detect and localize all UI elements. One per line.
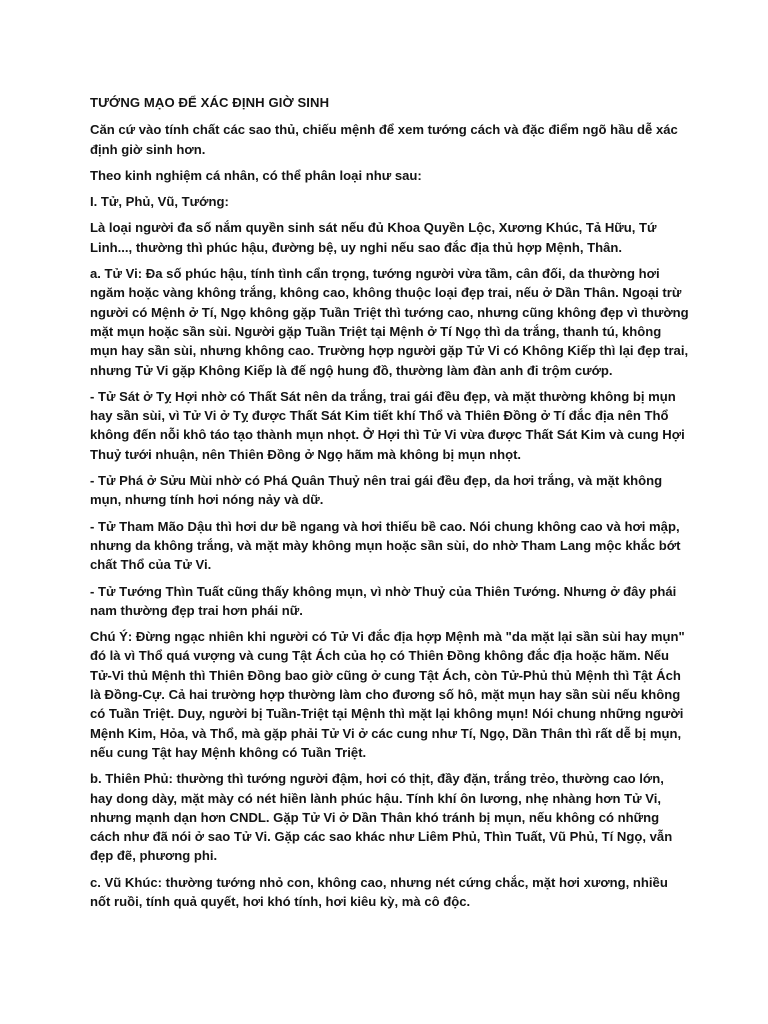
- section-heading-tu-phu-vu-tuong: I. Tử, Phủ, Vũ, Tướng:: [90, 194, 229, 210]
- document-title: TƯỚNG MẠO ĐỂ XÁC ĐỊNH GIỜ SINH: [90, 95, 330, 110]
- paragraph-chu-y: Chú Ý: Đừng ngạc nhiên khi người có Tử Vi đắc địa hợp Mệnh mà "da mặt lại sần sùi hay mụn" đó là vì Thổ quá vượng và cung Tật Ách của họ có Thiên Đồng không đắc địa hoặc hãm. Nếu Tử-Vi thủ Mệnh thì Thiên Đồng bao giờ cũng ở cung Tật Ách, còn Tử-Phủ thủ Mệnh thì Tật Ách là Đồng-Cự. Cả hai trường hợp thường làm cho đương số hô, mặt mụn hay sần sùi nếu không có Tuần Triệt. Duy, người bị Tuần-Triệt tại Mệnh thì mặt lại không mụn! Nói chung những người Mệnh Kim, Hỏa, và Thổ, mà gặp phải Tử Vi ở các cung như Tí, Ngọ, Dần Thân thì rất dễ bị mụn, nếu cung Tật hay Mệnh không có Tuần Triệt.: [90, 629, 685, 760]
- paragraph-intro: Căn cứ vào tính chất các sao thủ, chiếu mệnh để xem tướng cách và đặc điểm ngõ hầu dễ xác định giờ sinh hơn.: [90, 122, 678, 157]
- paragraph-classification: Theo kinh nghiệm cá nhân, có thể phân loại như sau:: [90, 167, 422, 183]
- paragraph-tu-tuong: - Tử Tướng Thìn Tuất cũng thấy không mụn, vì nhờ Thuỷ của Thiên Tướng. Nhưng ở đây phái nam thường đẹp trai hơn phái nữ.: [90, 583, 677, 618]
- paragraph-tu-tham: - Tử Tham Mão Dậu thì hơi dư bề ngang và hơi thiếu bề cao. Nói chung không cao và hơi mập, nhưng da không trắng, và mặt mày không mụn hoặc sần sùi, do nhờ Tham Lang mộc khắc bớt chất Thổ của Tử Vi.: [90, 518, 681, 573]
- paragraph-section-intro: Là loại người đa số nắm quyền sinh sát nếu đủ Khoa Quyền Lộc, Xương Khúc, Tả Hữu, Tứ Linh..., thường thì phúc hậu, đường bệ, uy nghi nếu sao đắc địa thủ hợp Mệnh, Thân.: [90, 220, 657, 255]
- paragraph-tu-vi: a. Tử Vi: Đa số phúc hậu, tính tình cẩn trọng, tướng người vừa tầm, cân đối, da thường hơi ngăm hoặc vàng không trắng, không cao, không thuộc loại đẹp trai, nếu ở Dần Thân. Ngoại trừ người có Mệnh ở Tí, Ngọ không gặp Tuần Triệt thì tướng cao, nhưng cũng không đẹp vì thường mặt mụn hoặc sần sùi. Người gặp Tuần Triệt tại Mệnh ở Tí Ngọ thì da trắng, thanh tú, không mụn hay sần sùi, nhưng không cao. Trường hợp người gặp Tử Vi có Không Kiếp thì lại đẹp trai, nhưng Tử Vi gặp Không Kiếp là đế ngộ hung đồ, thường làm đàn anh đi trộm cướp.: [90, 266, 689, 378]
- document-page: [90, 93, 690, 918]
- paragraph-vu-khuc: c. Vũ Khúc: thường tướng nhỏ con, không cao, nhưng nét cứng chắc, mặt hơi xương, nhiều nốt ruồi, tính quả quyết, hơi khó tính, hơi kiêu kỳ, mà cô độc.: [90, 874, 668, 909]
- paragraph-tu-sat: - Tử Sát ở Tỵ Hợi nhờ có Thất Sát nên da trắng, trai gái đều đẹp, và mặt thường không bị mụn hay sần sùi, vì Tử Vi ở Tỵ được Thất Sát Kim tiết khí Thổ và Thiên Đồng ở Tí đắc địa nên Thổ không đến nỗi khô táo tạo thành mụn nhọt. Ở Hợi thì Tử Vi vừa được Thất Sát Kim và cung Hợi Thuỷ tưới nhuận, nên Thiên Đồng ở Ngọ hãm mà không bị mụn nhọt.: [90, 388, 685, 462]
- paragraph-tu-pha: - Tử Phá ở Sửu Mùi nhờ có Phá Quân Thuỷ nên trai gái đều đẹp, da hơi trắng, và mặt không mụn, nhưng tính hơi nóng nảy và dữ.: [90, 473, 663, 508]
- paragraph-thien-phu: b. Thiên Phủ: thường thì tướng người đậm, hơi có thịt, đầy đặn, trắng trẻo, thường cao lớn, hay dong dày, mặt mày có nét hiền lành phúc hậu. Tính khí ôn lương, nhẹ nhàng hơn Tử Vi, nhưng mạnh dạn hơn CNDL. Gặp Tử Vi ở Dần Thân khó tránh bị mụn, nếu không có những cách như đã nói ở sao Tử Vi. Gặp các sao khác như Liêm Phủ, Thìn Tuất, Vũ Phủ, Tí Ngọ, vẫn đẹp đẽ, phương phi.: [90, 771, 673, 864]
